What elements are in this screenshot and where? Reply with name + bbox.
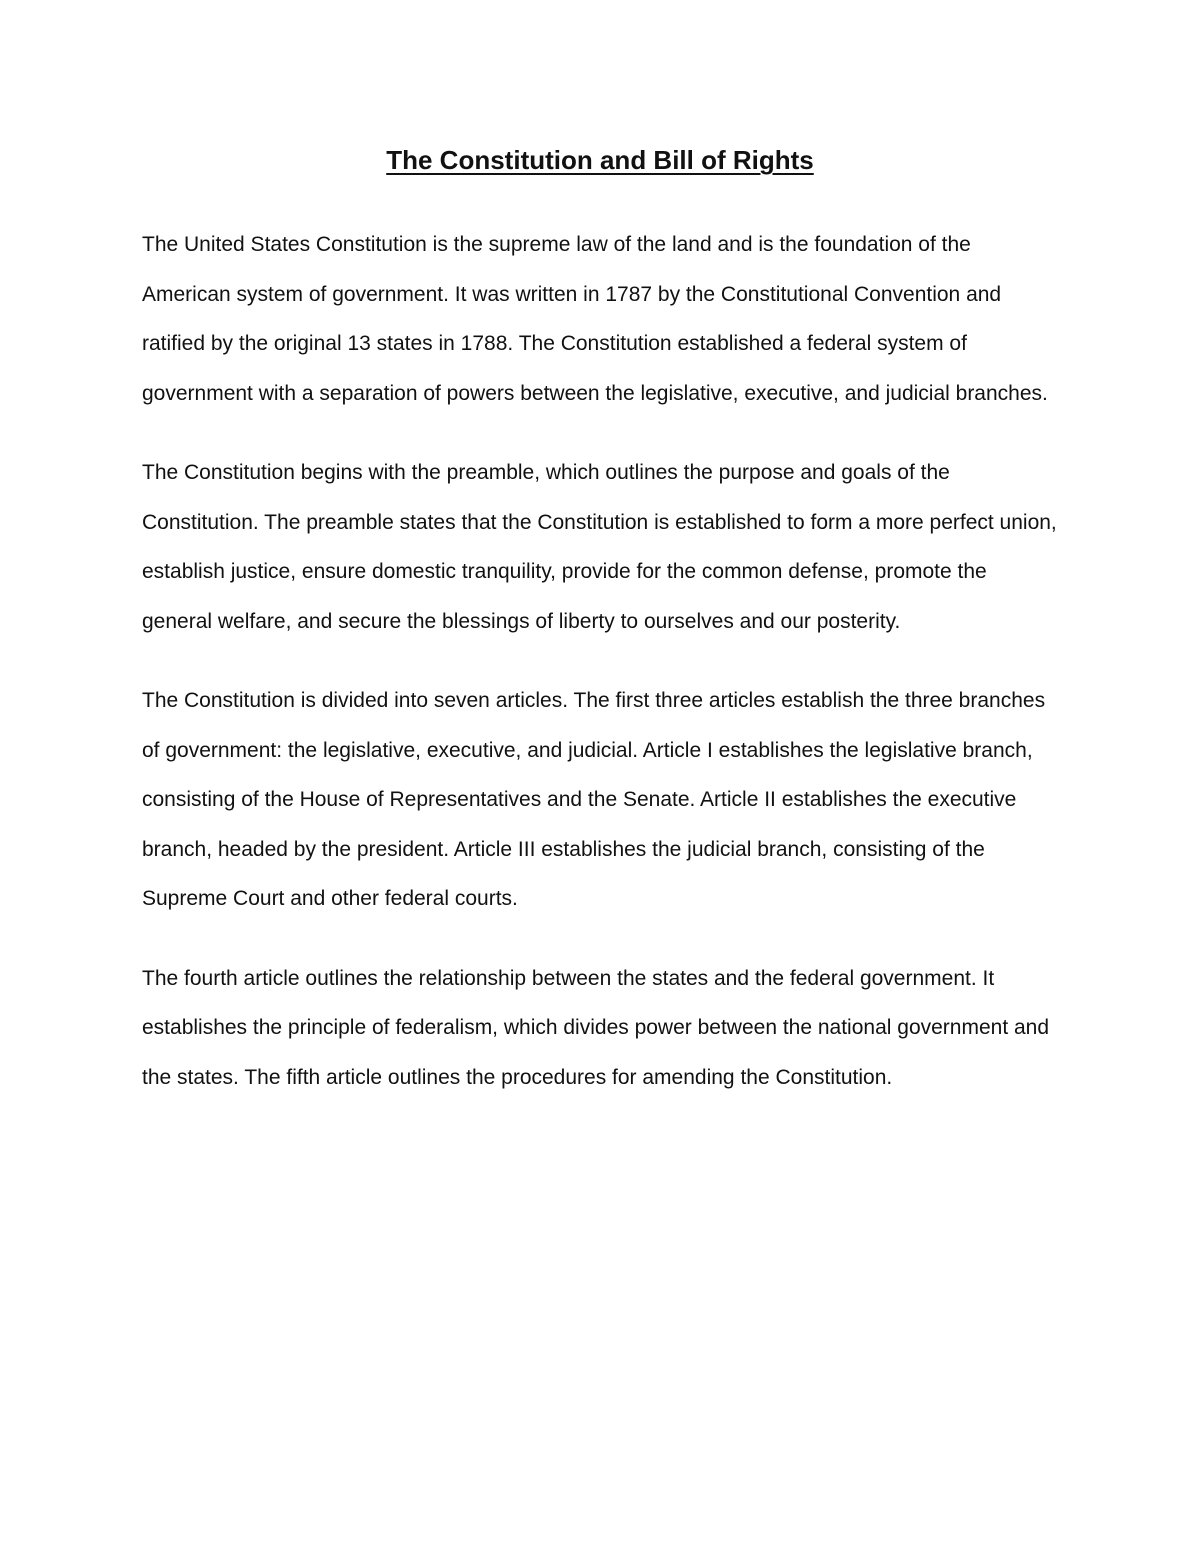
document-body xyxy=(142,220,1062,1132)
document-title: The Constitution and Bill of Rights xyxy=(386,145,814,175)
paragraph-federalism: The fourth article outlines the relationship between the states and the federal government. It establishes the principle of federalism, which divides power between the national government and the states. The fifth article outlines the procedures for amending the Constitution. xyxy=(142,966,1050,1089)
paragraph-preamble: The Constitution begins with the preamble, which outlines the purpose and goals of the Constitution. The preamble states that the Constitution is established to form a more perfect union, establish justice, ensure domestic tranquility, provide for the common defense, promote the general welfare, and secure the blessings of liberty to ourselves and our posterity. xyxy=(142,461,1057,633)
paragraph-articles: The Constitution is divided into seven articles. The first three articles establish the three branches of government: the legislative, executive, and judicial. Article I establishes the legislative branch, consisting of the House of Representatives and the Senate. Article II establishes the executive branch, headed by the president. Article III establishes the judicial branch, consisting of the Supreme Court and other federal courts. xyxy=(142,689,1046,910)
paragraph-constitution-overview: The United States Constitution is the supreme law of the land and is the foundation of the American system of government. It was written in 1787 by the Constitutional Convention and ratified by the original 13 states in 1788. The Constitution established a federal system of government with a separation of powers between the legislative, executive, and judicial branches. xyxy=(142,233,1048,405)
